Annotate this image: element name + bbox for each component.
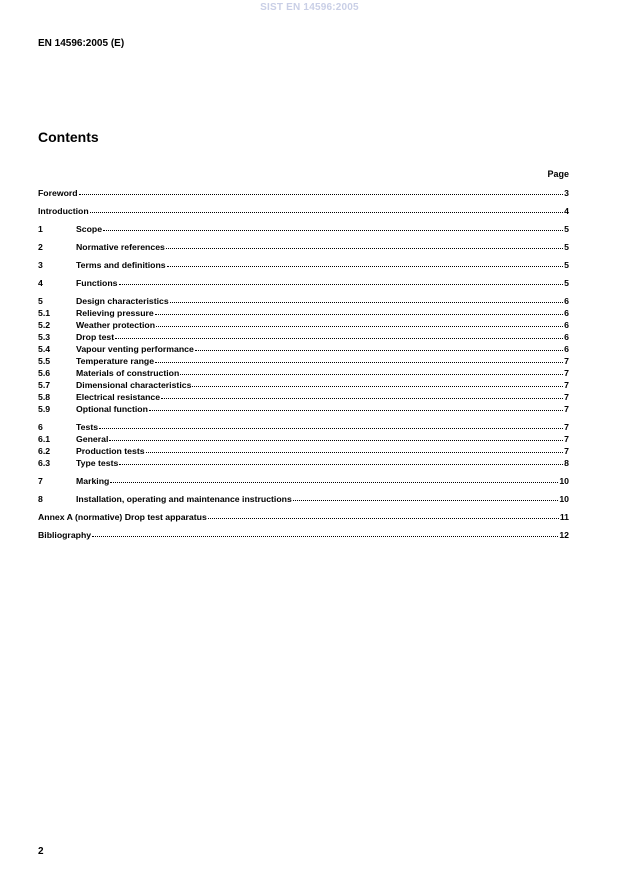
toc-entry-page: 7 [564,368,569,378]
toc-dot-leader [92,532,558,537]
toc-entry-title: General [76,434,109,444]
watermark: SIST EN 14596:2005 [260,2,359,13]
toc-entry[interactable] [38,307,569,319]
toc-entry-page: 4 [564,206,569,216]
toc-entry-page: 7 [564,434,569,444]
toc-dot-leader [109,436,563,441]
toc-entry-title: Vapour venting performance [76,344,194,354]
toc-entry-title: Materials of construction [76,368,180,378]
toc-group [38,241,569,253]
toc-group [38,475,569,487]
toc-entry-title: Design characteristics [76,296,169,306]
toc-group [38,187,569,199]
toc-entry[interactable] [38,421,569,433]
toc-entry-number: 1 [38,224,43,234]
document-id: EN 14596:2005 (E) [38,38,125,49]
toc-entry-title: Functions [76,278,118,288]
toc-entry-page: 7 [564,380,569,390]
toc-entry-number: 3 [38,260,43,270]
toc-group [38,493,569,505]
toc-entry-title: Production tests [76,446,145,456]
toc-entry[interactable] [38,457,569,469]
toc-entry-page: 6 [564,332,569,342]
toc-dot-leader [180,370,563,375]
toc-entry-title: Foreword [38,188,78,198]
toc-entry[interactable] [38,379,569,391]
toc-entry-number: 5.8 [38,392,51,402]
toc-entry-page: 6 [564,296,569,306]
toc-dot-leader [110,478,558,483]
toc-entry[interactable] [38,277,569,289]
toc-dot-leader [170,298,563,303]
toc-entry-number: 5.6 [38,368,51,378]
toc-entry-page: 6 [564,320,569,330]
toc-entry[interactable] [38,355,569,367]
toc-entry-page: 11 [559,512,569,522]
toc-group [38,277,569,289]
toc-group [38,421,569,469]
toc-entry-page: 12 [559,530,569,540]
toc-dot-leader [293,496,559,501]
toc-group [38,295,569,415]
toc-entry-page: 7 [564,356,569,366]
toc-dot-leader [161,394,563,399]
toc-entry[interactable] [38,259,569,271]
toc-entry-title: Temperature range [76,356,155,366]
toc-entry-number: 5.5 [38,356,51,366]
toc-entry-number: 4 [38,278,43,288]
toc-entry[interactable] [38,343,569,355]
toc-group [38,205,569,217]
toc-entry-page: 5 [564,260,569,270]
toc-dot-leader [208,514,559,519]
toc-entry-page: 10 [559,494,569,504]
toc-entry-title: Weather protection [76,320,156,330]
toc-entry-number: 6 [38,422,43,432]
toc-entry[interactable] [38,445,569,457]
toc-entry[interactable] [38,331,569,343]
toc-dot-leader [90,208,563,213]
toc-entry-page: 6 [564,308,569,318]
toc-dot-leader [103,226,563,231]
toc-entry-page: 7 [564,392,569,402]
toc-entry-title: Bibliography [38,530,92,540]
toc-entry[interactable] [38,295,569,307]
toc-dot-leader [146,448,564,453]
toc-dot-leader [155,358,563,363]
toc-entry[interactable] [38,241,569,253]
toc-entry-title: Relieving pressure [76,308,154,318]
toc-entry-number: 6.2 [38,446,51,456]
toc-dot-leader [166,244,563,249]
toc-entry-page: 5 [564,278,569,288]
toc-entry-number: 8 [38,494,43,504]
toc-dot-leader [119,280,564,285]
toc-entry-number: 6.3 [38,458,51,468]
toc-entry-title: Installation, operating and maintenance instructions [76,494,292,504]
toc-dot-leader [79,190,564,195]
toc-entry-title: Scope [76,224,103,234]
toc-dot-leader [195,346,563,351]
toc-entry[interactable] [38,205,569,217]
toc-entry-number: 5.1 [38,308,51,318]
toc-entry-title: Marking [76,476,110,486]
toc-entry[interactable] [38,223,569,235]
toc-entry-title: Introduction [38,206,89,216]
toc-entry-page: 7 [564,446,569,456]
toc-entry[interactable] [38,403,569,415]
page-number: 2 [38,846,44,857]
toc-entry-title: Type tests [76,458,119,468]
toc-group [38,529,569,541]
toc-entry-number: 5.2 [38,320,51,330]
toc-entry[interactable] [38,391,569,403]
toc-entry[interactable] [38,319,569,331]
toc-entry[interactable] [38,187,569,199]
toc-entry-number: 7 [38,476,43,486]
toc-entry-number: 5.3 [38,332,51,342]
toc-entry[interactable] [38,511,569,523]
toc-entry-title: Drop test [76,332,115,342]
toc-dot-leader [156,322,563,327]
toc-entry-page: 5 [564,224,569,234]
toc-group [38,259,569,271]
toc-entry[interactable] [38,475,569,487]
toc-entry-number: 5.7 [38,380,51,390]
toc-entry-title: Terms and definitions [76,260,166,270]
toc-entry-title: Optional function [76,404,148,414]
toc-entry[interactable] [38,529,569,541]
toc-entry-title: Normative references [76,242,165,252]
page-column-label: Page [547,169,569,179]
toc-entry-number: 5.4 [38,344,51,354]
toc-entry-page: 3 [564,188,569,198]
toc-entry-page: 6 [564,344,569,354]
toc-entry[interactable] [38,367,569,379]
toc-entry-title: Annex A (normative) Drop test apparatus [38,512,207,522]
toc-dot-leader [115,334,563,339]
toc-entry[interactable] [38,433,569,445]
toc-dot-leader [155,310,563,315]
toc-dot-leader [149,406,563,411]
toc-entry-number: 5.9 [38,404,51,414]
toc-entry-number: 6.1 [38,434,51,444]
toc-dot-leader [99,424,563,429]
toc-entry-page: 7 [564,422,569,432]
toc-group [38,511,569,523]
toc-entry-page: 10 [559,476,569,486]
toc-entry[interactable] [38,493,569,505]
toc-entry-title: Electrical resistance [76,392,161,402]
toc-entry-number: 2 [38,242,43,252]
toc-dot-leader [192,382,563,387]
toc-entry-number: 5 [38,296,43,306]
toc-entry-title: Tests [76,422,99,432]
toc-dot-leader [167,262,564,267]
toc-entry-page: 7 [564,404,569,414]
toc-group [38,223,569,235]
toc-entry-title: Dimensional characteristics [76,380,192,390]
toc-entry-page: 5 [564,242,569,252]
toc-entry-page: 8 [564,458,569,468]
toc-dot-leader [119,460,563,465]
page-title: Contents [38,129,99,145]
table-of-contents [38,187,569,547]
